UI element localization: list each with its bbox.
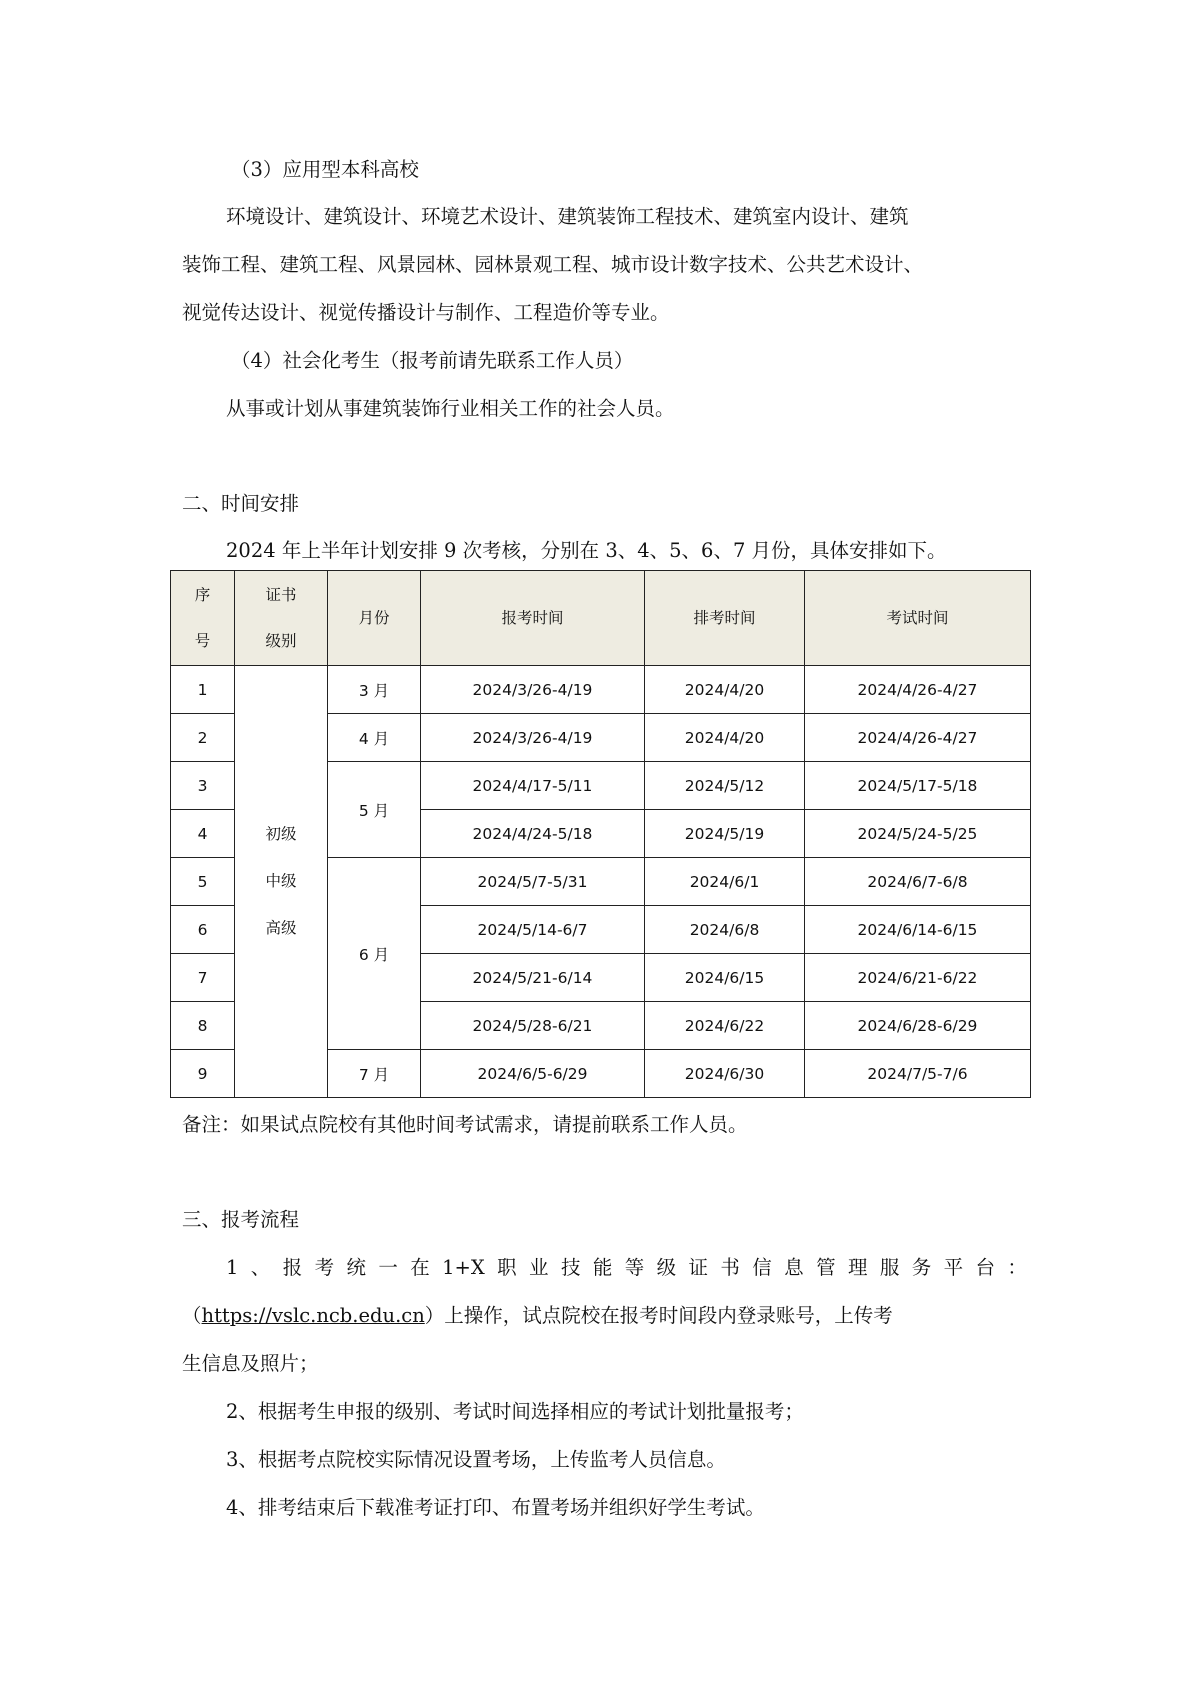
cell-arrangement-time: 2024/6/1 (645, 858, 805, 906)
cell-arrangement-time: 2024/6/22 (645, 1002, 805, 1050)
cell-registration-time: 2024/5/7-5/31 (421, 858, 645, 906)
header-seq: 序 号 (171, 571, 235, 666)
step-1-line-2: （https://vslc.ncb.edu.cn）上操作，试点院校在报考时间段内登录账号，上传考 (182, 1304, 893, 1327)
cell-exam-time: 2024/6/14-6/15 (805, 906, 1031, 954)
level-intermediate: 中级 (265, 872, 297, 890)
cell-registration-time: 2024/5/14-6/7 (421, 906, 645, 954)
cell-exam-time: 2024/4/26-4/27 (805, 666, 1031, 714)
table-header-row (171, 571, 1031, 666)
cell-arrangement-time: 2024/6/15 (645, 954, 805, 1002)
step-3: 3、根据考点院校实际情况设置考场，上传监考人员信息。 (226, 1448, 726, 1471)
header-arrangement-time: 排考时间 (645, 571, 805, 666)
step-1-line-3: 生信息及照片； (182, 1352, 319, 1375)
heading-time-schedule: 二、时间安排 (182, 492, 300, 515)
cell-exam-time: 2024/5/17-5/18 (805, 762, 1031, 810)
cell-seq: 9 (171, 1050, 235, 1098)
step-1-line-1: 1 、 报 考 统 一 在 1+X 职 业 技 能 等 级 证 书 信 息 管 理 服 务 平 台 ： (226, 1256, 1027, 1279)
level-advanced: 高级 (265, 919, 297, 937)
cell-registration-time: 2024/6/5-6/29 (421, 1050, 645, 1098)
cell-cert-levels (235, 666, 328, 1098)
cell-seq: 5 (171, 858, 235, 906)
cell-month: 3 月 (328, 666, 421, 714)
cell-arrangement-time: 2024/5/12 (645, 762, 805, 810)
cell-arrangement-time: 2024/6/8 (645, 906, 805, 954)
step-2: 2、根据考生申报的级别、考试时间选择相应的考试计划批量报考； (226, 1400, 804, 1423)
section-4-text: 从事或计划从事建筑装饰行业相关工作的社会人员。 (226, 397, 675, 420)
cell-month: 6 月 (328, 858, 421, 1050)
cell-exam-time: 2024/4/26-4/27 (805, 714, 1031, 762)
level-primary: 初级 (265, 825, 297, 843)
cell-arrangement-time: 2024/5/19 (645, 810, 805, 858)
schedule-intro: 2024 年上半年计划安排 9 次考核，分别在 3、4、5、6、7 月份，具体安排如下。 (226, 539, 947, 562)
section-4-title: （4）社会化考生（报考前请先联系工作人员） (231, 349, 634, 372)
cell-arrangement-time: 2024/4/20 (645, 714, 805, 762)
cell-exam-time: 2024/7/5-7/6 (805, 1050, 1031, 1098)
cell-arrangement-time: 2024/4/20 (645, 666, 805, 714)
cell-exam-time: 2024/6/28-6/29 (805, 1002, 1031, 1050)
cell-month: 4 月 (328, 714, 421, 762)
platform-link[interactable]: https://vslc.ncb.edu.cn (201, 1304, 425, 1327)
header-level: 证书 级别 (235, 571, 328, 666)
section-3-line-1: 环境设计、建筑设计、环境艺术设计、建筑装饰工程技术、建筑室内设计、建筑 (226, 205, 909, 228)
cell-registration-time: 2024/4/17-5/11 (421, 762, 645, 810)
cell-seq: 4 (171, 810, 235, 858)
cell-registration-time: 2024/5/28-6/21 (421, 1002, 645, 1050)
cell-exam-time: 2024/6/21-6/22 (805, 954, 1031, 1002)
header-exam-time: 考试时间 (805, 571, 1031, 666)
step-4: 4、排考结束后下载准考证打印、布置考场并组织好学生考试。 (226, 1496, 765, 1519)
cell-seq: 7 (171, 954, 235, 1002)
cell-seq: 3 (171, 762, 235, 810)
schedule-table (170, 570, 1031, 1098)
cell-registration-time: 2024/3/26-4/19 (421, 666, 645, 714)
section-3-line-3: 视觉传达设计、视觉传播设计与制作、工程造价等专业。 (182, 301, 670, 324)
heading-registration-process: 三、报考流程 (182, 1208, 300, 1231)
header-registration-time: 报考时间 (421, 571, 645, 666)
cell-arrangement-time: 2024/6/30 (645, 1050, 805, 1098)
section-3-line-2: 装饰工程、建筑工程、风景园林、园林景观工程、城市设计数字技术、公共艺术设计、 (182, 253, 924, 276)
cell-registration-time: 2024/5/21-6/14 (421, 954, 645, 1002)
header-month: 月份 (328, 571, 421, 666)
cell-month: 5 月 (328, 762, 421, 858)
cell-seq: 1 (171, 666, 235, 714)
cell-registration-time: 2024/3/26-4/19 (421, 714, 645, 762)
cell-exam-time: 2024/5/24-5/25 (805, 810, 1031, 858)
cell-seq: 6 (171, 906, 235, 954)
cell-exam-time: 2024/6/7-6/8 (805, 858, 1031, 906)
cell-month: 7 月 (328, 1050, 421, 1098)
table-row (171, 666, 1031, 714)
cell-registration-time: 2024/4/24-5/18 (421, 810, 645, 858)
table-note: 备注：如果试点院校有其他时间考试需求，请提前联系工作人员。 (182, 1113, 748, 1136)
cell-seq: 2 (171, 714, 235, 762)
cell-seq: 8 (171, 1002, 235, 1050)
section-3-title: （3）应用型本科高校 (231, 158, 419, 181)
